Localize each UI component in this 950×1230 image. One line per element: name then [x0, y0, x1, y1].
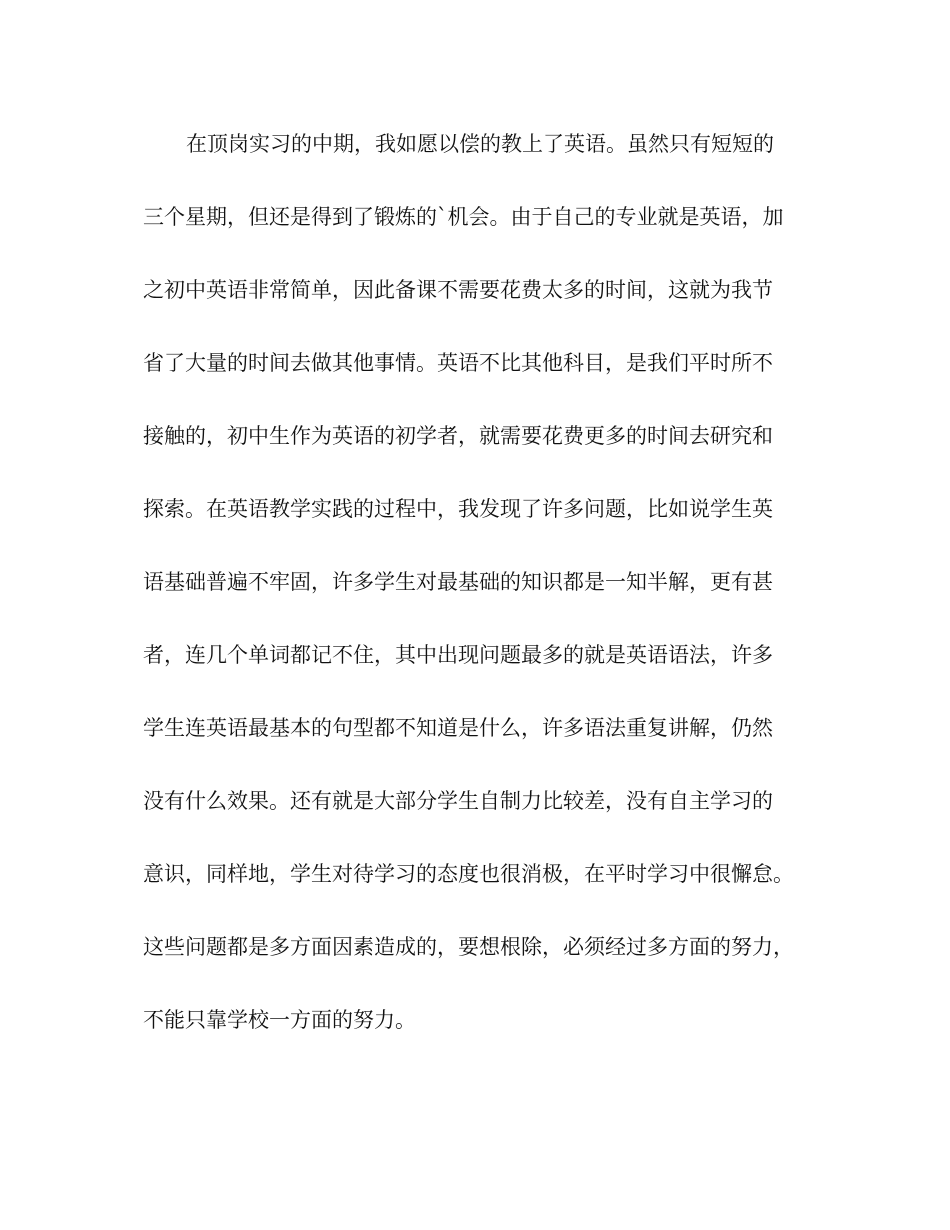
- paragraph-line: 之初中英语非常简单，因此备课不需要花费太多的时间，这就为我节: [143, 278, 773, 302]
- paragraph-line: 语基础普遍不牢固，许多学生对最基础的知识都是一知半解，更有甚: [143, 570, 773, 594]
- paragraph-line: 不能只靠学校一方面的努力。: [143, 1008, 416, 1032]
- paragraph-line: 者，连几个单词都记不住，其中出现问题最多的就是英语语法，许多: [143, 643, 773, 667]
- paragraph-line: 接触的，初中生作为英语的初学者，就需要花费更多的时间去研究和: [143, 424, 773, 448]
- paragraph-line: 三个星期，但还是得到了锻炼的`机会。由于自己的专业就是英语，加: [143, 205, 784, 229]
- paragraph-line: 意识，同样地，学生对待学习的态度也很消极，在平时学习中很懈怠。: [143, 862, 794, 886]
- paragraph-line: 这些问题都是多方面因素造成的，要想根除，必须经过多方面的努力，: [143, 935, 794, 959]
- paragraph-line: 省了大量的时间去做其他事情。英语不比其他科目，是我们平时所不: [143, 351, 773, 375]
- paragraph-line: 学生连英语最基本的句型都不知道是什么，许多语法重复讲解，仍然: [143, 716, 773, 740]
- paragraph-line: 在顶岗实习的中期，我如愿以偿的教上了英语。虽然只有短短的: [186, 132, 774, 156]
- body-paragraph: [143, 124, 813, 1073]
- paragraph-line: 探索。在英语教学实践的过程中，我发现了许多问题，比如说学生英: [143, 497, 773, 521]
- paragraph-line: 没有什么效果。还有就是大部分学生自制力比较差，没有自主学习的: [143, 789, 773, 813]
